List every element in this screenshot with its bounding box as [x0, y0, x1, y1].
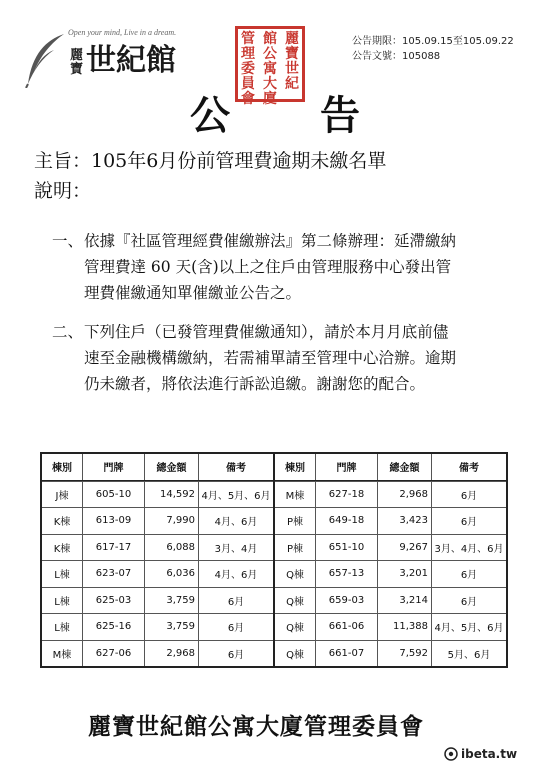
logo: [20, 12, 190, 92]
logo-slogan: Open your mind, Live in a dream.: [68, 28, 177, 37]
cell-amount: 2,968: [377, 482, 431, 508]
header-remarks: 備考: [431, 454, 506, 480]
cell-building: L棟: [54, 570, 70, 582]
table-row: [42, 640, 273, 667]
logo-big-text: 世紀館: [86, 43, 176, 78]
cell-door-number: 661-06: [315, 614, 377, 640]
official-seal: [235, 26, 305, 107]
subject-line: 主旨：105年6月份前管理費逾期未繳名單: [34, 150, 387, 172]
cell-remarks: 4月、5月、6月: [431, 614, 506, 640]
item-line: 依據『社區管理經費催繳辦法』第二條辦理：延滯繳納: [84, 232, 457, 250]
cell-remarks: 6月: [431, 508, 506, 534]
cell-amount: 6,036: [144, 561, 198, 587]
logo-small-text: 麗寶: [70, 48, 84, 77]
table-row: [275, 507, 506, 534]
cell-door-number: 613-09: [82, 508, 144, 534]
cell-building: J棟: [55, 490, 69, 502]
cell-door-number: 627-06: [82, 641, 144, 667]
feather-icon: [24, 32, 68, 88]
cell-amount: 11,388: [377, 614, 431, 640]
table-row: [42, 507, 273, 534]
header-building: 棟別: [285, 463, 305, 475]
table-row: [42, 613, 273, 640]
cell-building: L棟: [54, 596, 70, 608]
cell-building: M棟: [52, 649, 72, 661]
watermark-text: ibeta.tw: [461, 747, 518, 761]
title-char: 告: [320, 92, 360, 139]
notice-number-value: 105088: [402, 51, 441, 62]
table-header-row: [42, 454, 273, 481]
seal-column: 麗寶世紀: [285, 31, 299, 92]
overdue-table: [40, 452, 508, 668]
title-char: 公: [190, 92, 230, 139]
cell-remarks: 6月: [198, 641, 273, 667]
seal-column: 館公寓大廈: [263, 31, 277, 107]
cell-amount: 3,759: [144, 614, 198, 640]
cell-remarks: 6月: [431, 561, 506, 587]
table-left-half: [42, 454, 273, 666]
cell-door-number: 623-07: [82, 561, 144, 587]
cell-building: K棟: [53, 517, 71, 529]
table-row: [275, 534, 506, 561]
cell-door-number: 649-18: [315, 508, 377, 534]
cell-amount: 7,592: [377, 641, 431, 667]
cell-remarks: 4月、6月: [198, 561, 273, 587]
cell-building: P棟: [286, 517, 304, 529]
table-row: [42, 481, 273, 508]
item-number: 一、: [52, 232, 84, 250]
table-row: [42, 587, 273, 614]
table-row: [275, 587, 506, 614]
cell-building: P棟: [286, 543, 304, 555]
cell-remarks: 5月、6月: [431, 641, 506, 667]
item-body: [84, 319, 512, 397]
table-right-half: [273, 454, 506, 666]
header-amount: 總金額: [144, 454, 198, 480]
cell-amount: 3,759: [144, 588, 198, 614]
table-row: [275, 481, 506, 508]
cell-door-number: 657-13: [315, 561, 377, 587]
cell-building: M棟: [285, 490, 305, 502]
cell-remarks: 3月、4月、6月: [431, 535, 506, 561]
table-row: [42, 560, 273, 587]
cell-amount: 14,592: [144, 482, 198, 508]
cell-amount: 9,267: [377, 535, 431, 561]
cell-remarks: 6月: [431, 588, 506, 614]
table-header-row: [275, 454, 506, 481]
cell-door-number: 651-10: [315, 535, 377, 561]
header-building: 棟別: [52, 463, 72, 475]
explain-item: [52, 319, 512, 397]
cell-amount: 2,968: [144, 641, 198, 667]
cell-door-number: 627-18: [315, 482, 377, 508]
cell-remarks: 6月: [431, 482, 506, 508]
seal-column: 管理委員會: [241, 31, 255, 107]
notice-period: [352, 34, 514, 49]
cell-building: Q棟: [286, 649, 304, 661]
page-title: [190, 92, 360, 140]
cell-building: L棟: [54, 623, 70, 635]
cell-amount: 3,201: [377, 561, 431, 587]
committee-name: 麗寶世紀館公寓大廈管理委員會: [88, 713, 424, 740]
cell-door-number: 617-17: [82, 535, 144, 561]
explain-label: 說明：: [34, 180, 92, 202]
item-line: 速至金融機構繳納，若需補單請至管理中心洽辦。逾期: [84, 349, 457, 367]
cell-building: Q棟: [286, 570, 304, 582]
cell-building: Q棟: [286, 596, 304, 608]
header-remarks: 備考: [198, 454, 273, 480]
header-door-number: 門牌: [315, 454, 377, 480]
notice-period-value: 105.09.15至105.09.22: [402, 36, 514, 47]
table-row: [275, 560, 506, 587]
item-body: [84, 228, 512, 306]
cell-door-number: 605-10: [82, 482, 144, 508]
table-row: [42, 534, 273, 561]
notice-period-label: 公告期限：: [352, 36, 402, 47]
table-row: [275, 613, 506, 640]
item-line: 理費催繳通知單催繳並公告之。: [84, 284, 302, 302]
notice-number: [352, 49, 514, 64]
table-row: [275, 640, 506, 667]
cell-remarks: 4月、6月: [198, 508, 273, 534]
watermark: [444, 744, 542, 764]
cell-amount: 3,423: [377, 508, 431, 534]
cell-door-number: 625-16: [82, 614, 144, 640]
cell-door-number: 625-03: [82, 588, 144, 614]
item-line: 下列住戶（已發管理費催繳通知），請於本月月底前儘: [84, 323, 449, 341]
cell-remarks: 3月、4月: [198, 535, 273, 561]
item-line: 管理費達 60 天(含)以上之住戶由管理服務中心發出管: [84, 258, 452, 276]
ibeta-logo-icon: [444, 747, 458, 761]
cell-amount: 7,990: [144, 508, 198, 534]
item-number: 二、: [52, 323, 84, 341]
item-line: 仍未繳者，將依法進行訴訟追繳。謝謝您的配合。: [84, 375, 426, 393]
header-door-number: 門牌: [82, 454, 144, 480]
notice-number-label: 公告文號：: [352, 51, 402, 62]
cell-building: K棟: [53, 543, 71, 555]
cell-remarks: 6月: [198, 588, 273, 614]
cell-amount: 6,088: [144, 535, 198, 561]
explain-item: [52, 228, 512, 306]
cell-remarks: 4月、5月、6月: [198, 482, 273, 508]
notice-info: [352, 34, 514, 64]
cell-door-number: 659-03: [315, 588, 377, 614]
header-amount: 總金額: [377, 454, 431, 480]
cell-remarks: 6月: [198, 614, 273, 640]
cell-door-number: 661-07: [315, 641, 377, 667]
cell-building: Q棟: [286, 623, 304, 635]
cell-amount: 3,214: [377, 588, 431, 614]
